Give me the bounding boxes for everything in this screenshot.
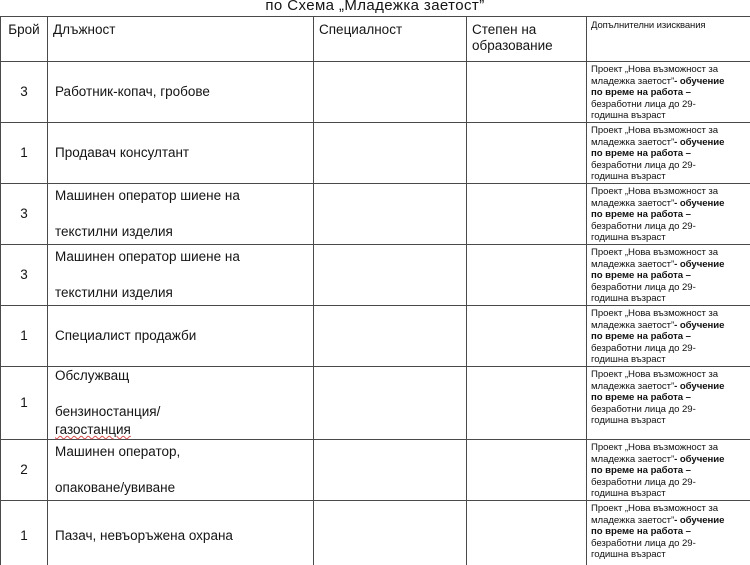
column-header-count-label: Брой (8, 22, 40, 37)
requirements-line-1: Проект „Нова възможност за (591, 186, 719, 197)
requirements-line-3: по време на работа – (591, 331, 691, 343)
cell-requirements (587, 245, 750, 306)
column-header-education-label (467, 17, 586, 54)
vacancies-table-wrapper (0, 16, 750, 565)
cell-count (1, 306, 48, 367)
cell-specialty (314, 306, 467, 367)
table-row (1, 440, 750, 501)
requirements-value (587, 245, 750, 305)
count-value: 1 (20, 328, 28, 343)
requirements-line-1: Проект „Нова възможност за (591, 442, 719, 453)
requirements-line-2-plain: младежка заетост” (591, 197, 675, 209)
requirements-line-4: безработни лица до 29- (591, 281, 696, 293)
cell-position (48, 501, 314, 565)
position-value (48, 245, 313, 305)
requirements-line-1: Проект „Нова възможност за (591, 64, 719, 75)
requirements-line-3: по време на работа – (591, 148, 691, 160)
cell-specialty (314, 123, 467, 184)
cell-count (1, 123, 48, 184)
requirements-value (587, 184, 750, 244)
requirements-line-5: годишна възраст (591, 549, 666, 561)
cell-education (467, 184, 587, 245)
misspelled-word: газостанция (55, 422, 131, 437)
cell-position (48, 367, 314, 440)
position-line-2: текстилни изделия (55, 285, 173, 300)
education-value (467, 440, 586, 500)
count-value: 3 (20, 267, 28, 282)
requirements-line-3: по време на работа – (591, 465, 691, 477)
requirements-line-3: по време на работа – (591, 526, 691, 538)
requirements-line-5: годишна възраст (591, 354, 666, 366)
table-row (1, 501, 750, 565)
cell-count (1, 501, 48, 565)
requirements-line-1: Проект „Нова възможност за (591, 503, 719, 514)
page-title: по Схема „Младежка заетост” (265, 0, 485, 14)
requirements-value (587, 306, 750, 366)
requirements-line-2-plain: младежка заетост” (591, 514, 675, 526)
cell-position (48, 123, 314, 184)
position-line-2: опаковане/увиване (55, 480, 176, 495)
table-row (1, 62, 750, 123)
requirements-line-2-plain: младежка заетост” (591, 319, 675, 331)
count-value: 1 (20, 528, 28, 543)
cell-specialty (314, 62, 467, 123)
column-header-specialty (314, 17, 467, 62)
position-line-1: Специалист продажби (55, 328, 197, 343)
specialty-value (314, 367, 466, 439)
requirements-line-1: Проект „Нова възможност за (591, 247, 719, 258)
education-value (467, 62, 586, 122)
education-value (467, 367, 586, 439)
requirements-line-5: годишна възраст (591, 110, 666, 122)
requirements-line-3: по време на работа – (591, 270, 691, 282)
column-header-education (467, 17, 587, 62)
count-value: 3 (20, 84, 28, 99)
table-row (1, 123, 750, 184)
position-line-2-prefix: бензиностанция/ (55, 404, 161, 419)
cell-requirements (587, 501, 750, 565)
cell-education (467, 367, 587, 440)
table-row (1, 184, 750, 245)
table-row (1, 306, 750, 367)
cell-position (48, 184, 314, 245)
count-value: 3 (20, 206, 28, 221)
column-header-specialty-label: Специалност (319, 22, 403, 37)
specialty-value (314, 501, 466, 565)
cell-requirements (587, 62, 750, 123)
cell-education (467, 440, 587, 501)
education-value (467, 123, 586, 183)
position-value (48, 62, 313, 122)
table-header-row (1, 17, 750, 62)
requirements-line-4: безработни лица до 29- (591, 98, 696, 110)
requirements-line-5: годишна възраст (591, 415, 666, 427)
requirements-line-2-plain: младежка заетост” (591, 136, 675, 148)
requirements-value (587, 440, 750, 500)
cell-position (48, 245, 314, 306)
column-header-requirements-label: Допълнителни изисквания (591, 20, 706, 31)
requirements-line-4: безработни лица до 29- (591, 220, 696, 232)
position-value (48, 184, 313, 244)
specialty-value (314, 62, 466, 122)
column-header-requirements (587, 17, 750, 62)
requirements-line-5: годишна възраст (591, 488, 666, 500)
requirements-line-3: по време на работа – (591, 209, 691, 221)
requirements-value (587, 123, 750, 183)
cell-education (467, 306, 587, 367)
table-row (1, 245, 750, 306)
specialty-value (314, 123, 466, 183)
specialty-value (314, 306, 466, 366)
requirements-line-1: Проект „Нова възможност за (591, 125, 719, 136)
requirements-line-5: годишна възраст (591, 171, 666, 183)
position-value (48, 123, 313, 183)
position-line-1: Пазач, невъоръжена охрана (55, 528, 233, 543)
cell-position (48, 440, 314, 501)
specialty-value (314, 184, 466, 244)
position-value (48, 440, 313, 500)
cell-position (48, 62, 314, 123)
requirements-line-1: Проект „Нова възможност за (591, 308, 719, 319)
cell-specialty (314, 184, 467, 245)
cell-specialty (314, 245, 467, 306)
requirements-line-2-bold: - обучение (674, 514, 725, 526)
position-line-1: Обслужващ (55, 368, 130, 383)
cell-count (1, 440, 48, 501)
education-value (467, 245, 586, 305)
column-header-education-line1: Степен на (472, 22, 537, 37)
requirements-line-2-plain: младежка заетост” (591, 258, 675, 270)
specialty-value (314, 245, 466, 305)
position-line-1: Машинен оператор, (55, 444, 181, 459)
cell-requirements (587, 367, 750, 440)
cell-education (467, 62, 587, 123)
requirements-line-2-bold: - обучение (674, 75, 725, 87)
column-header-position (48, 17, 314, 62)
requirements-line-2-bold: - обучение (674, 453, 725, 465)
requirements-value (587, 367, 750, 427)
requirements-line-2-bold: - обучение (674, 258, 725, 270)
requirements-line-2-bold: - обучение (674, 319, 725, 331)
requirements-value (587, 62, 750, 122)
cell-requirements (587, 123, 750, 184)
column-header-count (1, 17, 48, 62)
cell-requirements (587, 440, 750, 501)
requirements-line-2-bold: - обучение (674, 136, 725, 148)
column-header-education-line2: образование (472, 38, 553, 53)
position-line-2: текстилни изделия (55, 224, 173, 239)
cell-count (1, 184, 48, 245)
cell-requirements (587, 306, 750, 367)
table-body (1, 62, 750, 565)
table-row (1, 367, 750, 440)
cell-count (1, 62, 48, 123)
education-value (467, 184, 586, 244)
requirements-line-4: безработни лица до 29- (591, 342, 696, 354)
requirements-line-4: безработни лица до 29- (591, 159, 696, 171)
requirements-line-4: безработни лица до 29- (591, 403, 696, 415)
position-value (48, 367, 313, 439)
requirements-line-2-plain: младежка заетост” (591, 453, 675, 465)
count-value: 1 (20, 395, 28, 410)
cell-specialty (314, 501, 467, 565)
requirements-line-2-plain: младежка заетост” (591, 380, 675, 392)
requirements-line-3: по време на работа – (591, 87, 691, 99)
position-line-1: Продавач консултант (55, 145, 190, 160)
requirements-line-1: Проект „Нова възможност за (591, 369, 719, 380)
education-value (467, 306, 586, 366)
cell-specialty (314, 367, 467, 440)
cell-specialty (314, 440, 467, 501)
position-value (48, 501, 313, 565)
cell-count (1, 367, 48, 440)
cell-education (467, 123, 587, 184)
position-value (48, 306, 313, 366)
specialty-value (314, 440, 466, 500)
requirements-line-2-plain: младежка заетост” (591, 75, 675, 87)
vacancies-table (0, 16, 750, 565)
requirements-line-4: безработни лица до 29- (591, 476, 696, 488)
position-line-1: Машинен оператор шиене на (55, 188, 240, 203)
cell-education (467, 501, 587, 565)
count-value: 2 (20, 462, 28, 477)
position-line-1: Работник-копач, гробове (55, 84, 210, 99)
requirements-line-5: годишна възраст (591, 232, 666, 244)
requirements-value (587, 501, 750, 561)
requirements-line-2-bold: - обучение (674, 197, 725, 209)
cell-position (48, 306, 314, 367)
education-value (467, 501, 586, 565)
requirements-line-2-bold: - обучение (674, 380, 725, 392)
position-line-1: Машинен оператор шиене на (55, 249, 240, 264)
count-value: 1 (20, 145, 28, 160)
cell-count (1, 245, 48, 306)
requirements-line-5: годишна възраст (591, 293, 666, 305)
cell-education (467, 245, 587, 306)
requirements-line-4: безработни лица до 29- (591, 537, 696, 549)
requirements-line-3: по време на работа – (591, 392, 691, 404)
cell-requirements (587, 184, 750, 245)
column-header-position-label: Длъжност (53, 22, 116, 37)
